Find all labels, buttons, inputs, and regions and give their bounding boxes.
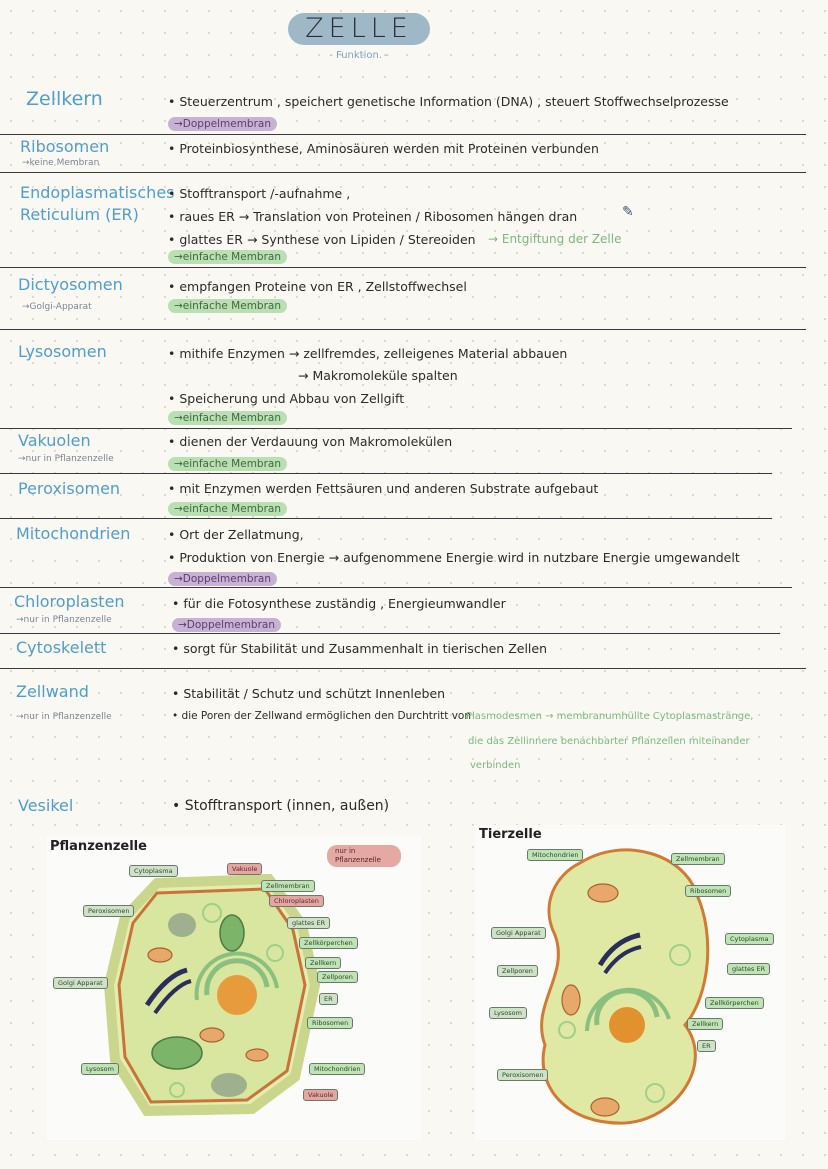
- desc-line: • empfangen Proteine von ER , Zellstoffwechsel: [168, 279, 467, 294]
- desc-line: • Stofftransport (innen, außen): [172, 798, 390, 814]
- divider: [0, 134, 806, 135]
- label-glattes-er: glattes ER: [727, 963, 770, 975]
- label-ribosomen: Ribosomen: [685, 885, 731, 897]
- term-dictyosomen: Dictyosomen: [18, 275, 123, 294]
- green-note: die das Zellinnere benachbarter Pflanzellen miteinander: [468, 736, 750, 747]
- label-zellporen: Zellporen: [317, 971, 358, 983]
- figure-title: Pflanzenzelle: [50, 839, 147, 854]
- desc-line: • mit Enzymen werden Fettsäuren und anderen Substrate aufgebaut: [168, 481, 599, 496]
- label-lysosom: Lysosom: [489, 1007, 527, 1019]
- label-peroxisomen: Peroxisomen: [83, 905, 134, 917]
- label-vakuole: Vakuole: [227, 863, 262, 875]
- legend-badge: nur in Pflanzenzelle: [327, 845, 401, 867]
- label-chloroplasten: Chloroplasten: [269, 895, 324, 907]
- divider: [0, 428, 792, 429]
- term-note: →nur in Pflanzenzelle: [16, 712, 112, 722]
- figure-title: Tierzelle: [479, 827, 542, 842]
- desc-line: • raues ER → Translation von Proteinen / Ribosomen hängen dran: [168, 209, 578, 224]
- label-er: ER: [697, 1040, 716, 1052]
- label-peroxisomen: Peroxisomen: [497, 1069, 548, 1081]
- desc-line: • für die Fotosynthese zuständig , Energieumwandler: [172, 596, 506, 611]
- term-vakuolen: Vakuolen: [18, 431, 91, 450]
- membrane-tag: →einfache Membran: [168, 457, 287, 471]
- desc-line: • sorgt für Stabilität und Zusammenhalt in tierischen Zellen: [172, 641, 548, 656]
- animal-cell-drawing: [475, 825, 785, 1140]
- label-zellmembran: Zellmembran: [261, 880, 315, 892]
- membrane-tag: →Doppelmembran: [172, 618, 281, 632]
- desc-line: • dienen der Verdauung von Makromolekülen: [168, 434, 453, 449]
- term-lysosomen: Lysosomen: [18, 342, 107, 361]
- desc-line: • Proteinbiosynthese, Aminosäuren werden mit Proteinen verbunden: [168, 141, 599, 156]
- desc-line: → Makromoleküle spalten: [298, 368, 458, 383]
- membrane-tag: →einfache Membran: [168, 502, 287, 516]
- membrane-tag: →einfache Membran: [168, 250, 287, 264]
- term-zellwand: Zellwand: [16, 682, 89, 701]
- label-vakuole-2: Vakuole: [303, 1089, 338, 1101]
- label-ribosomen: Ribosomen: [307, 1017, 353, 1029]
- term-vesikel: Vesikel: [18, 796, 74, 815]
- label-zellkoerperchen: Zellkörperchen: [705, 997, 764, 1009]
- term-note: →nur in Pflanzenzelle: [18, 454, 114, 464]
- label-zellkoerperchen: Zellkörperchen: [299, 937, 358, 949]
- term-note: →nur in Pflanzenzelle: [16, 615, 112, 625]
- page-subtitle: - Funktion. -: [329, 50, 389, 61]
- page-title: ZELLE: [288, 13, 430, 45]
- desc-line: • Ort der Zellatmung,: [168, 527, 304, 542]
- term-note: →keine Membran: [22, 158, 100, 168]
- term-zellkern: Zellkern: [26, 88, 103, 110]
- plant-cell-figure: [47, 835, 421, 1140]
- desc-line: • Produktion von Energie → aufgenommene Energie wird in nutzbare Energie umgewandelt: [168, 550, 740, 565]
- term-er: Endoplasmatisches: [20, 183, 175, 202]
- label-zellkern: Zellkern: [687, 1018, 723, 1030]
- green-note: → Entgiftung der Zelle: [488, 232, 622, 246]
- desc-line: • Stabilität / Schutz und schützt Innenleben: [172, 686, 446, 701]
- green-note: verbinden: [470, 760, 521, 771]
- term-er-line2: Reticulum (ER): [20, 205, 139, 224]
- label-er: ER: [319, 993, 338, 1005]
- label-cytoplasma: Cytoplasma: [129, 865, 178, 877]
- divider: [0, 473, 772, 474]
- label-zellmembran: Zellmembran: [671, 853, 725, 865]
- membrane-tag: →einfache Membran: [168, 411, 287, 425]
- divider: [0, 633, 780, 634]
- term-peroxisomen: Peroxisomen: [18, 479, 121, 498]
- membrane-tag: →einfache Membran: [168, 299, 287, 313]
- label-glattes-er: glattes ER: [287, 917, 330, 929]
- label-golgi-apparat: Golgi Apparat: [53, 977, 108, 989]
- desc-line: • Stofftransport /-aufnahme ,: [168, 186, 351, 201]
- desc-line: • Steuerzentrum , speichert genetische Information (DNA) , steuert Stoffwechselprozesse: [168, 94, 729, 109]
- membrane-tag: →Doppelmembran: [168, 572, 277, 586]
- pen-icon: ✎: [622, 204, 634, 220]
- label-cytoplasma: Cytoplasma: [725, 933, 774, 945]
- divider: [0, 329, 806, 330]
- term-cytoskelett: Cytoskelett: [16, 638, 107, 657]
- term-note: →Golgi-Apparat: [22, 302, 92, 312]
- divider: [0, 267, 806, 268]
- label-lysosom: Lysosom: [81, 1063, 119, 1075]
- divider: [0, 587, 792, 588]
- label-mitochondrien: Mitochondrien: [309, 1063, 365, 1075]
- animal-cell-figure: [475, 825, 785, 1140]
- label-zellporen: Zellporen: [497, 965, 538, 977]
- term-chloroplasten: Chloroplasten: [14, 592, 125, 611]
- divider: [0, 668, 806, 669]
- desc-line: • glattes ER → Synthese von Lipiden / Stereoiden: [168, 232, 476, 247]
- label-golgi-apparat: Golgi Apparat: [491, 927, 546, 939]
- label-zellkern: Zellkern: [305, 957, 341, 969]
- desc-line: • mithife Enzymen → zellfremdes, zelleigenes Material abbauen: [168, 346, 568, 361]
- term-mitochondrien: Mitochondrien: [16, 524, 131, 543]
- divider: [0, 518, 772, 519]
- term-ribosomen: Ribosomen: [20, 137, 110, 156]
- desc-line: • Speicherung und Abbau von Zellgift: [168, 391, 405, 406]
- membrane-tag: →Doppelmembran: [168, 117, 277, 131]
- desc-line: • die Poren der Zellwand ermöglichen den Durchtritt von: [172, 710, 471, 722]
- green-note: Plasmodesmen → membranumhüllte Cytoplasmastränge,: [466, 711, 754, 722]
- divider: [0, 172, 806, 173]
- label-mitochondrien: Mitochondrien: [527, 849, 583, 861]
